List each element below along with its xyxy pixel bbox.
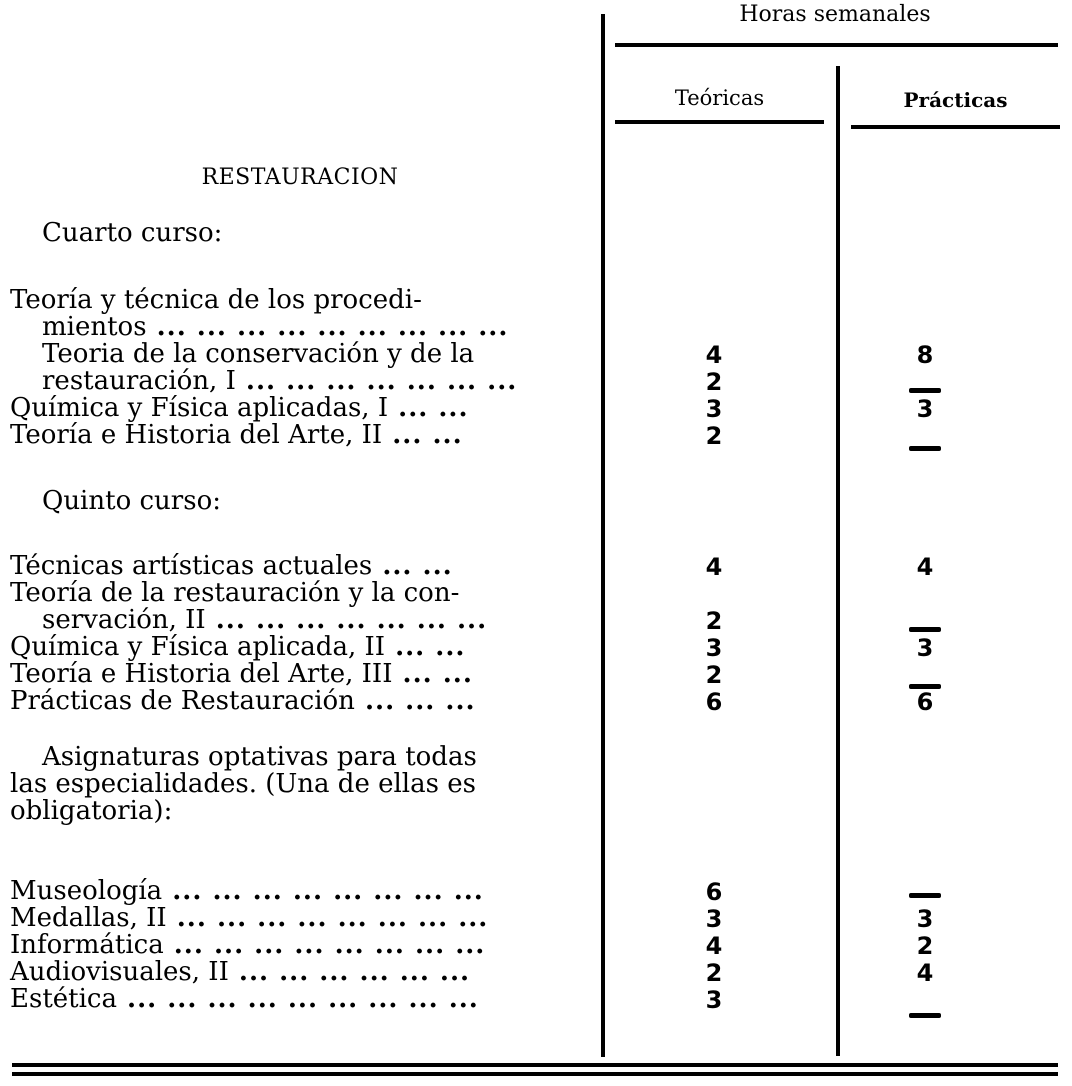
- teoricas-value: 3: [705, 986, 723, 1014]
- teoricas-value: 2: [705, 607, 723, 635]
- subject-line: [10, 688, 590, 715]
- subject-line: [10, 580, 590, 607]
- subject-label: Teoría y técnica de los procedi-: [10, 285, 422, 315]
- bottom-double-rule-bottom: [12, 1072, 1058, 1076]
- leader-dots: ... ...: [392, 659, 473, 689]
- table-column-divider: [836, 66, 840, 1056]
- subject-label: Medallas, II: [10, 903, 167, 933]
- teoricas-value: 4: [705, 553, 723, 581]
- subject-label: Técnicas artísticas actuales: [10, 551, 373, 581]
- subject-label: Teoría e Historia del Arte, III: [10, 659, 393, 689]
- practicas-value: 8: [916, 341, 934, 369]
- practicas-none-dash: [909, 1013, 941, 1018]
- subject-label: Informática: [10, 930, 164, 960]
- practicas-none-dash: [909, 388, 941, 393]
- subject-line: [42, 607, 590, 634]
- leader-dots: ... ... ... ... ... ... ... ...: [166, 903, 489, 933]
- subject-label: servación, II: [42, 605, 206, 635]
- practicas-value: 4: [916, 553, 934, 581]
- leader-dots: ... ... ... ... ... ... ... ... ...: [116, 984, 479, 1014]
- teoricas-value: 2: [705, 368, 723, 396]
- quinto-curso-heading: Quinto curso:: [42, 486, 221, 516]
- subject-label: Teoría e Historia del Arte, II: [10, 420, 383, 450]
- subject-label: Teoria de la conservación y de la: [42, 339, 475, 369]
- teoricas-value: 4: [705, 932, 723, 960]
- subject-label: Química y Física aplicadas, I: [10, 393, 389, 423]
- subject-line: [10, 287, 590, 314]
- practicas-value: 4: [916, 959, 934, 987]
- cuarto-curso-heading: Cuarto curso:: [42, 218, 223, 248]
- practicas-value: 3: [916, 634, 934, 662]
- subject-line: [10, 932, 590, 959]
- group-header-underline: [615, 43, 1058, 47]
- teoricas-value: 6: [705, 878, 723, 906]
- leader-dots: ... ... ... ... ... ... ... ... ...: [146, 312, 509, 342]
- practicas-value: 2: [916, 932, 934, 960]
- subject-label: Química y Física aplicada, II: [10, 632, 386, 662]
- teoricas-value: 6: [705, 688, 723, 716]
- leader-dots: ... ... ... ... ... ... ... ...: [163, 930, 486, 960]
- subject-label: Museología: [10, 876, 163, 906]
- teoricas-value: 3: [705, 634, 723, 662]
- bottom-double-rule-top: [12, 1063, 1058, 1067]
- teoricas-header-underline: [615, 120, 824, 124]
- practicas-value: 3: [916, 395, 934, 423]
- leader-dots: ... ...: [388, 393, 469, 423]
- group-header: Horas semanales: [739, 2, 931, 27]
- subject-label: Prácticas de Restauración: [10, 686, 355, 716]
- subject-line: [10, 986, 590, 1013]
- practicas-none-dash: [909, 627, 941, 632]
- leader-dots: ... ...: [385, 632, 466, 662]
- section-title: RESTAURACION: [201, 165, 399, 190]
- leader-dots: ... ...: [372, 551, 453, 581]
- leader-dots: ... ... ...: [354, 686, 476, 716]
- subject-line: [10, 395, 590, 422]
- teoricas-value: 2: [705, 959, 723, 987]
- subject-line: [10, 422, 590, 449]
- leader-dots: ... ... ... ... ... ... ...: [235, 366, 518, 396]
- subject-label: Teoría de la restauración y la con-: [10, 578, 460, 608]
- subject-line: [42, 368, 590, 395]
- subject-line: [42, 341, 590, 368]
- teoricas-value: 4: [705, 341, 723, 369]
- table-left-rule: [601, 14, 605, 1057]
- practicas-header-underline: [851, 125, 1060, 129]
- subject-label: restauración, I: [42, 366, 236, 396]
- optativas-intro-line: las especialidades. (Una de ellas es: [10, 769, 476, 799]
- subject-label: Estética: [10, 984, 117, 1014]
- subject-line: [10, 959, 590, 986]
- optativas-intro: [10, 744, 590, 825]
- subject-line: [10, 878, 590, 905]
- teoricas-value: 3: [705, 905, 723, 933]
- column-header-teoricas: Teóricas: [674, 86, 765, 110]
- subject-line: [10, 905, 590, 932]
- subject-line: [10, 553, 590, 580]
- subject-line: [10, 661, 590, 688]
- teoricas-value: 2: [705, 422, 723, 450]
- practicas-value: 6: [916, 688, 934, 716]
- optativas-intro-line: obligatoria):: [10, 796, 173, 826]
- practicas-none-dash: [909, 446, 941, 451]
- teoricas-value: 2: [705, 661, 723, 689]
- leader-dots: ... ... ... ... ... ... ... ...: [162, 876, 484, 906]
- teoricas-value: 3: [705, 395, 723, 423]
- subject-label: mientos: [42, 312, 147, 342]
- leader-dots: ... ... ... ... ... ... ...: [205, 605, 488, 635]
- leader-dots: ... ... ... ... ... ...: [228, 957, 471, 987]
- subject-line: [10, 634, 590, 661]
- practicas-value: 3: [916, 905, 934, 933]
- optativas-intro-line: Asignaturas optativas para todas: [42, 742, 477, 772]
- leader-dots: ... ...: [382, 420, 463, 450]
- column-header-practicas: Prácticas: [903, 88, 1008, 112]
- practicas-none-dash: [909, 893, 941, 898]
- subject-line: [42, 314, 590, 341]
- subject-label: Audiovisuales, II: [10, 957, 229, 987]
